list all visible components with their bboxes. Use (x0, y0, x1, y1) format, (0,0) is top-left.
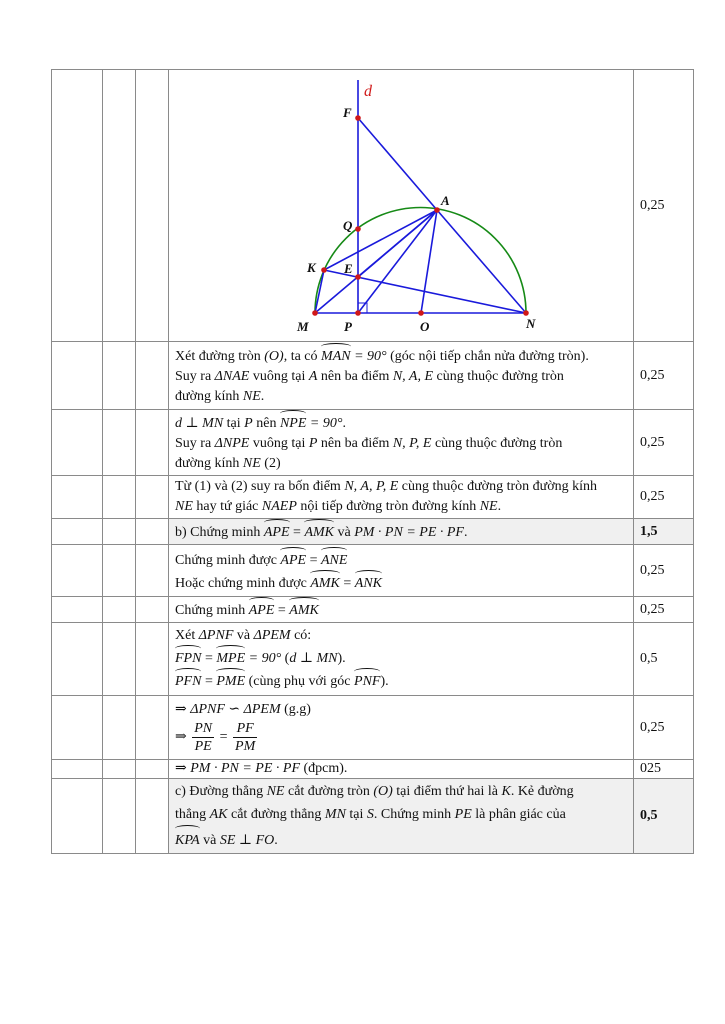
math: = 90° (354, 349, 387, 364)
text: tại (349, 807, 364, 822)
text-line (175, 780, 627, 803)
angle-symbol: NPE (280, 411, 306, 434)
text: Chứng minh (175, 603, 246, 618)
text-line (175, 387, 627, 407)
column-1-cell (52, 342, 103, 410)
column-2-cell (103, 623, 136, 696)
math: NE (266, 784, 285, 799)
column-3-cell (136, 779, 169, 854)
math: ΔNAE (214, 369, 250, 384)
math: N, A, P, E (344, 479, 399, 494)
column-3-cell (136, 410, 169, 476)
point-F (355, 115, 361, 121)
score-cell: 0,25 (634, 342, 694, 410)
solution-table (51, 69, 694, 854)
label-A: A (441, 193, 450, 208)
text-line (175, 626, 627, 646)
math: MN (324, 807, 346, 822)
text: nội tiếp đường tròn đường kính (300, 499, 477, 514)
score-cell: 0,25 (634, 696, 694, 760)
text-line (175, 720, 627, 755)
column-2-cell (103, 696, 136, 760)
point-P (355, 310, 361, 316)
math: NE (242, 389, 261, 404)
text-line (175, 497, 627, 517)
text: thẳng (175, 807, 207, 822)
text-line (175, 669, 627, 692)
text-line (175, 571, 627, 594)
math: PM · PN = PE · PF (190, 761, 300, 776)
content-cell (169, 410, 634, 476)
math: (O) (264, 349, 284, 364)
column-3-cell (136, 342, 169, 410)
point-N (523, 310, 529, 316)
text: ⇒ (175, 702, 187, 717)
text: cùng thuộc đường tròn (434, 436, 563, 451)
angle-symbol: ANK (355, 571, 382, 594)
text: Xét (175, 628, 196, 643)
text: . Kẻ đường (510, 784, 574, 799)
text: (g.g) (284, 702, 311, 717)
point-E (355, 274, 361, 280)
label-F: F (343, 105, 352, 120)
text: đường kính (175, 456, 240, 471)
text-line (175, 411, 627, 434)
text: ). (380, 674, 389, 689)
column-1-cell (52, 623, 103, 696)
column-2-cell (103, 410, 136, 476)
text-line (175, 803, 627, 826)
text: cắt đường thẳng (231, 807, 322, 822)
content-cell (169, 779, 634, 854)
table-row (52, 597, 694, 623)
column-1-cell (52, 410, 103, 476)
column-2-cell (103, 545, 136, 597)
column-1-cell (52, 476, 103, 519)
fraction (233, 720, 257, 755)
label-Q: Q (343, 218, 353, 233)
denominator: PE (194, 739, 212, 754)
point-K (321, 267, 327, 273)
text: ⇒ (175, 729, 187, 745)
angle-symbol: PME (216, 669, 245, 692)
content-cell (169, 623, 634, 696)
math: PM · PN = PE · PF (354, 525, 464, 540)
label-K: K (307, 260, 316, 275)
column-3-cell (136, 70, 169, 342)
content-cell (169, 760, 634, 779)
text: b) Chứng minh (175, 525, 261, 540)
text: . (463, 525, 468, 540)
table-row (52, 476, 694, 519)
table-row (52, 760, 694, 779)
math: d ⊥ MN (175, 416, 224, 431)
text: và (337, 525, 351, 540)
label-M: M (297, 319, 309, 334)
table-row (52, 623, 694, 696)
angle-symbol: APE (280, 548, 306, 571)
math: P (244, 416, 253, 431)
angle-symbol: PNF (354, 669, 380, 692)
math: ΔNPE (214, 436, 250, 451)
text: ( (284, 651, 290, 666)
table-row (52, 779, 694, 854)
text: Suy ra (175, 369, 212, 384)
math: ΔPEM (253, 628, 291, 643)
text-line (175, 761, 627, 777)
score-cell: 0,25 (634, 476, 694, 519)
text-line (175, 344, 627, 367)
text: Suy ra (175, 436, 212, 451)
score-cell: 025 (634, 760, 694, 779)
label-O: O (420, 319, 430, 334)
text: đường kính (175, 389, 240, 404)
column-2-cell (103, 342, 136, 410)
label-P: P (344, 319, 352, 334)
angle-symbol: ANE (321, 548, 347, 571)
text-line (175, 367, 627, 387)
text: = (204, 674, 213, 689)
column-1-cell (52, 696, 103, 760)
segment-FA (358, 118, 437, 210)
angle-symbol: AMK (304, 520, 334, 543)
text-line (175, 548, 627, 571)
angle-symbol: APE (264, 520, 290, 543)
math: P (308, 436, 318, 451)
text: cùng thuộc đường tròn (436, 369, 564, 384)
angle-symbol: KPA (175, 826, 200, 852)
angle-symbol: AMK (310, 571, 340, 594)
content-cell (169, 696, 634, 760)
text: (góc nội tiếp chắn nửa đường tròn). (390, 349, 589, 364)
text: = (309, 552, 318, 568)
segment-AP (358, 210, 437, 313)
math: d ⊥ MN (289, 651, 338, 666)
text: và (236, 628, 251, 643)
text: nên (256, 416, 277, 431)
column-3-cell (136, 623, 169, 696)
text: cắt đường tròn (287, 784, 370, 799)
math: = 90° (248, 651, 282, 666)
score-cell: 0,5 (634, 623, 694, 696)
math: K (501, 784, 511, 799)
text-line (175, 454, 627, 474)
score-cell: 1,5 (634, 519, 694, 545)
text-line (175, 826, 627, 852)
point-M (312, 310, 318, 316)
text: vuông tại (252, 369, 306, 384)
label-E: E (344, 261, 353, 276)
score-cell: 0,5 (634, 779, 694, 854)
content-cell (169, 545, 634, 597)
label-d: d (364, 83, 372, 100)
math: = 90° (309, 416, 343, 431)
text: . Chứng minh (373, 807, 452, 822)
text-line (175, 520, 627, 543)
text-line (175, 598, 627, 621)
math: AK (209, 807, 228, 822)
text: vuông tại (252, 436, 306, 451)
math: (O) (373, 784, 393, 799)
text-line (175, 477, 627, 497)
column-3-cell (136, 760, 169, 779)
text: = (293, 525, 301, 540)
table-row (52, 696, 694, 760)
math: NAEP (261, 499, 297, 514)
content-cell (169, 519, 634, 545)
text: = (204, 651, 213, 666)
segment-KA (324, 210, 437, 270)
table-row (52, 342, 694, 410)
text: là phân giác của (475, 807, 566, 822)
score-cell: 0,25 (634, 70, 694, 342)
text: = (343, 575, 352, 591)
text: . (274, 833, 278, 848)
angle-symbol: PFN (175, 669, 201, 692)
math: S (366, 807, 374, 822)
text: Xét đường tròn (175, 349, 261, 364)
column-2-cell (103, 779, 136, 854)
text: cùng thuộc đường tròn đường kính (401, 479, 598, 494)
text: nên ba điểm (320, 369, 390, 384)
text: (đpcm). (303, 761, 348, 776)
text: Từ (1) và (2) suy ra bốn điểm (175, 479, 341, 494)
point-A (434, 207, 440, 213)
text: . (342, 416, 346, 431)
text: có: (294, 628, 312, 643)
text: (cùng phụ với góc (248, 674, 351, 689)
figure-cell (169, 70, 634, 342)
text: Chứng minh được (175, 552, 277, 568)
angle-symbol: FPN (175, 646, 201, 669)
math: ΔPNF (198, 628, 234, 643)
column-1-cell (52, 545, 103, 597)
figure-row (52, 70, 694, 342)
text: . (497, 499, 502, 514)
column-2-cell (103, 760, 136, 779)
segment-AO (421, 210, 437, 313)
column-2-cell (103, 597, 136, 623)
score-cell: 0,25 (634, 597, 694, 623)
column-3-cell (136, 545, 169, 597)
angle-symbol: APE (249, 598, 275, 621)
score-cell: 0,25 (634, 410, 694, 476)
text: ). (337, 651, 346, 666)
math: A (308, 369, 318, 384)
math: N, A, E (392, 369, 434, 384)
text-line (175, 700, 627, 720)
text-line (175, 434, 627, 454)
angle-symbol: MAN (321, 344, 351, 367)
math: ΔPNF ∽ ΔPEM (190, 702, 281, 717)
segment-KN (324, 270, 526, 313)
text: tại điểm thứ hai là (396, 784, 498, 799)
content-cell (169, 597, 634, 623)
column-2-cell (103, 70, 136, 342)
numerator: PN (194, 721, 213, 736)
column-1-cell (52, 760, 103, 779)
math: N, P, E (392, 436, 432, 451)
point-O (418, 310, 424, 316)
table-row (52, 519, 694, 545)
label-N: N (526, 316, 536, 331)
geometry-figure (169, 70, 669, 341)
column-1-cell (52, 597, 103, 623)
fraction (192, 720, 214, 755)
text: tại (226, 416, 241, 431)
column-1-cell (52, 519, 103, 545)
column-1-cell (52, 70, 103, 342)
column-3-cell (136, 597, 169, 623)
angle-symbol: AMK (289, 598, 319, 621)
table-row (52, 545, 694, 597)
math: NE (479, 499, 498, 514)
text: c) Đường thẳng (175, 784, 264, 799)
math: PE (454, 807, 472, 822)
column-1-cell (52, 779, 103, 854)
column-2-cell (103, 519, 136, 545)
text-line (175, 646, 627, 669)
numerator: PF (233, 720, 257, 738)
math: SE ⊥ FO (219, 833, 275, 848)
math: NE (242, 456, 261, 471)
text: hay tứ giác (196, 499, 259, 514)
text: Hoặc chứng minh được (175, 575, 307, 591)
math: NE (175, 499, 193, 514)
text: = (277, 603, 286, 618)
text: và (203, 833, 217, 848)
score-cell: 0,25 (634, 545, 694, 597)
text: (2) (264, 456, 281, 471)
content-cell (169, 476, 634, 519)
column-3-cell (136, 696, 169, 760)
text: ⇒ (175, 761, 187, 776)
angle-symbol: MPE (216, 646, 245, 669)
table-row (52, 410, 694, 476)
column-2-cell (103, 476, 136, 519)
text: , ta có (283, 349, 318, 364)
column-3-cell (136, 476, 169, 519)
text: = (219, 729, 228, 745)
text: nên ba điểm (320, 436, 390, 451)
denominator: PM (235, 739, 256, 754)
content-cell (169, 342, 634, 410)
column-3-cell (136, 519, 169, 545)
point-Q (355, 226, 361, 232)
text: . (260, 389, 265, 404)
